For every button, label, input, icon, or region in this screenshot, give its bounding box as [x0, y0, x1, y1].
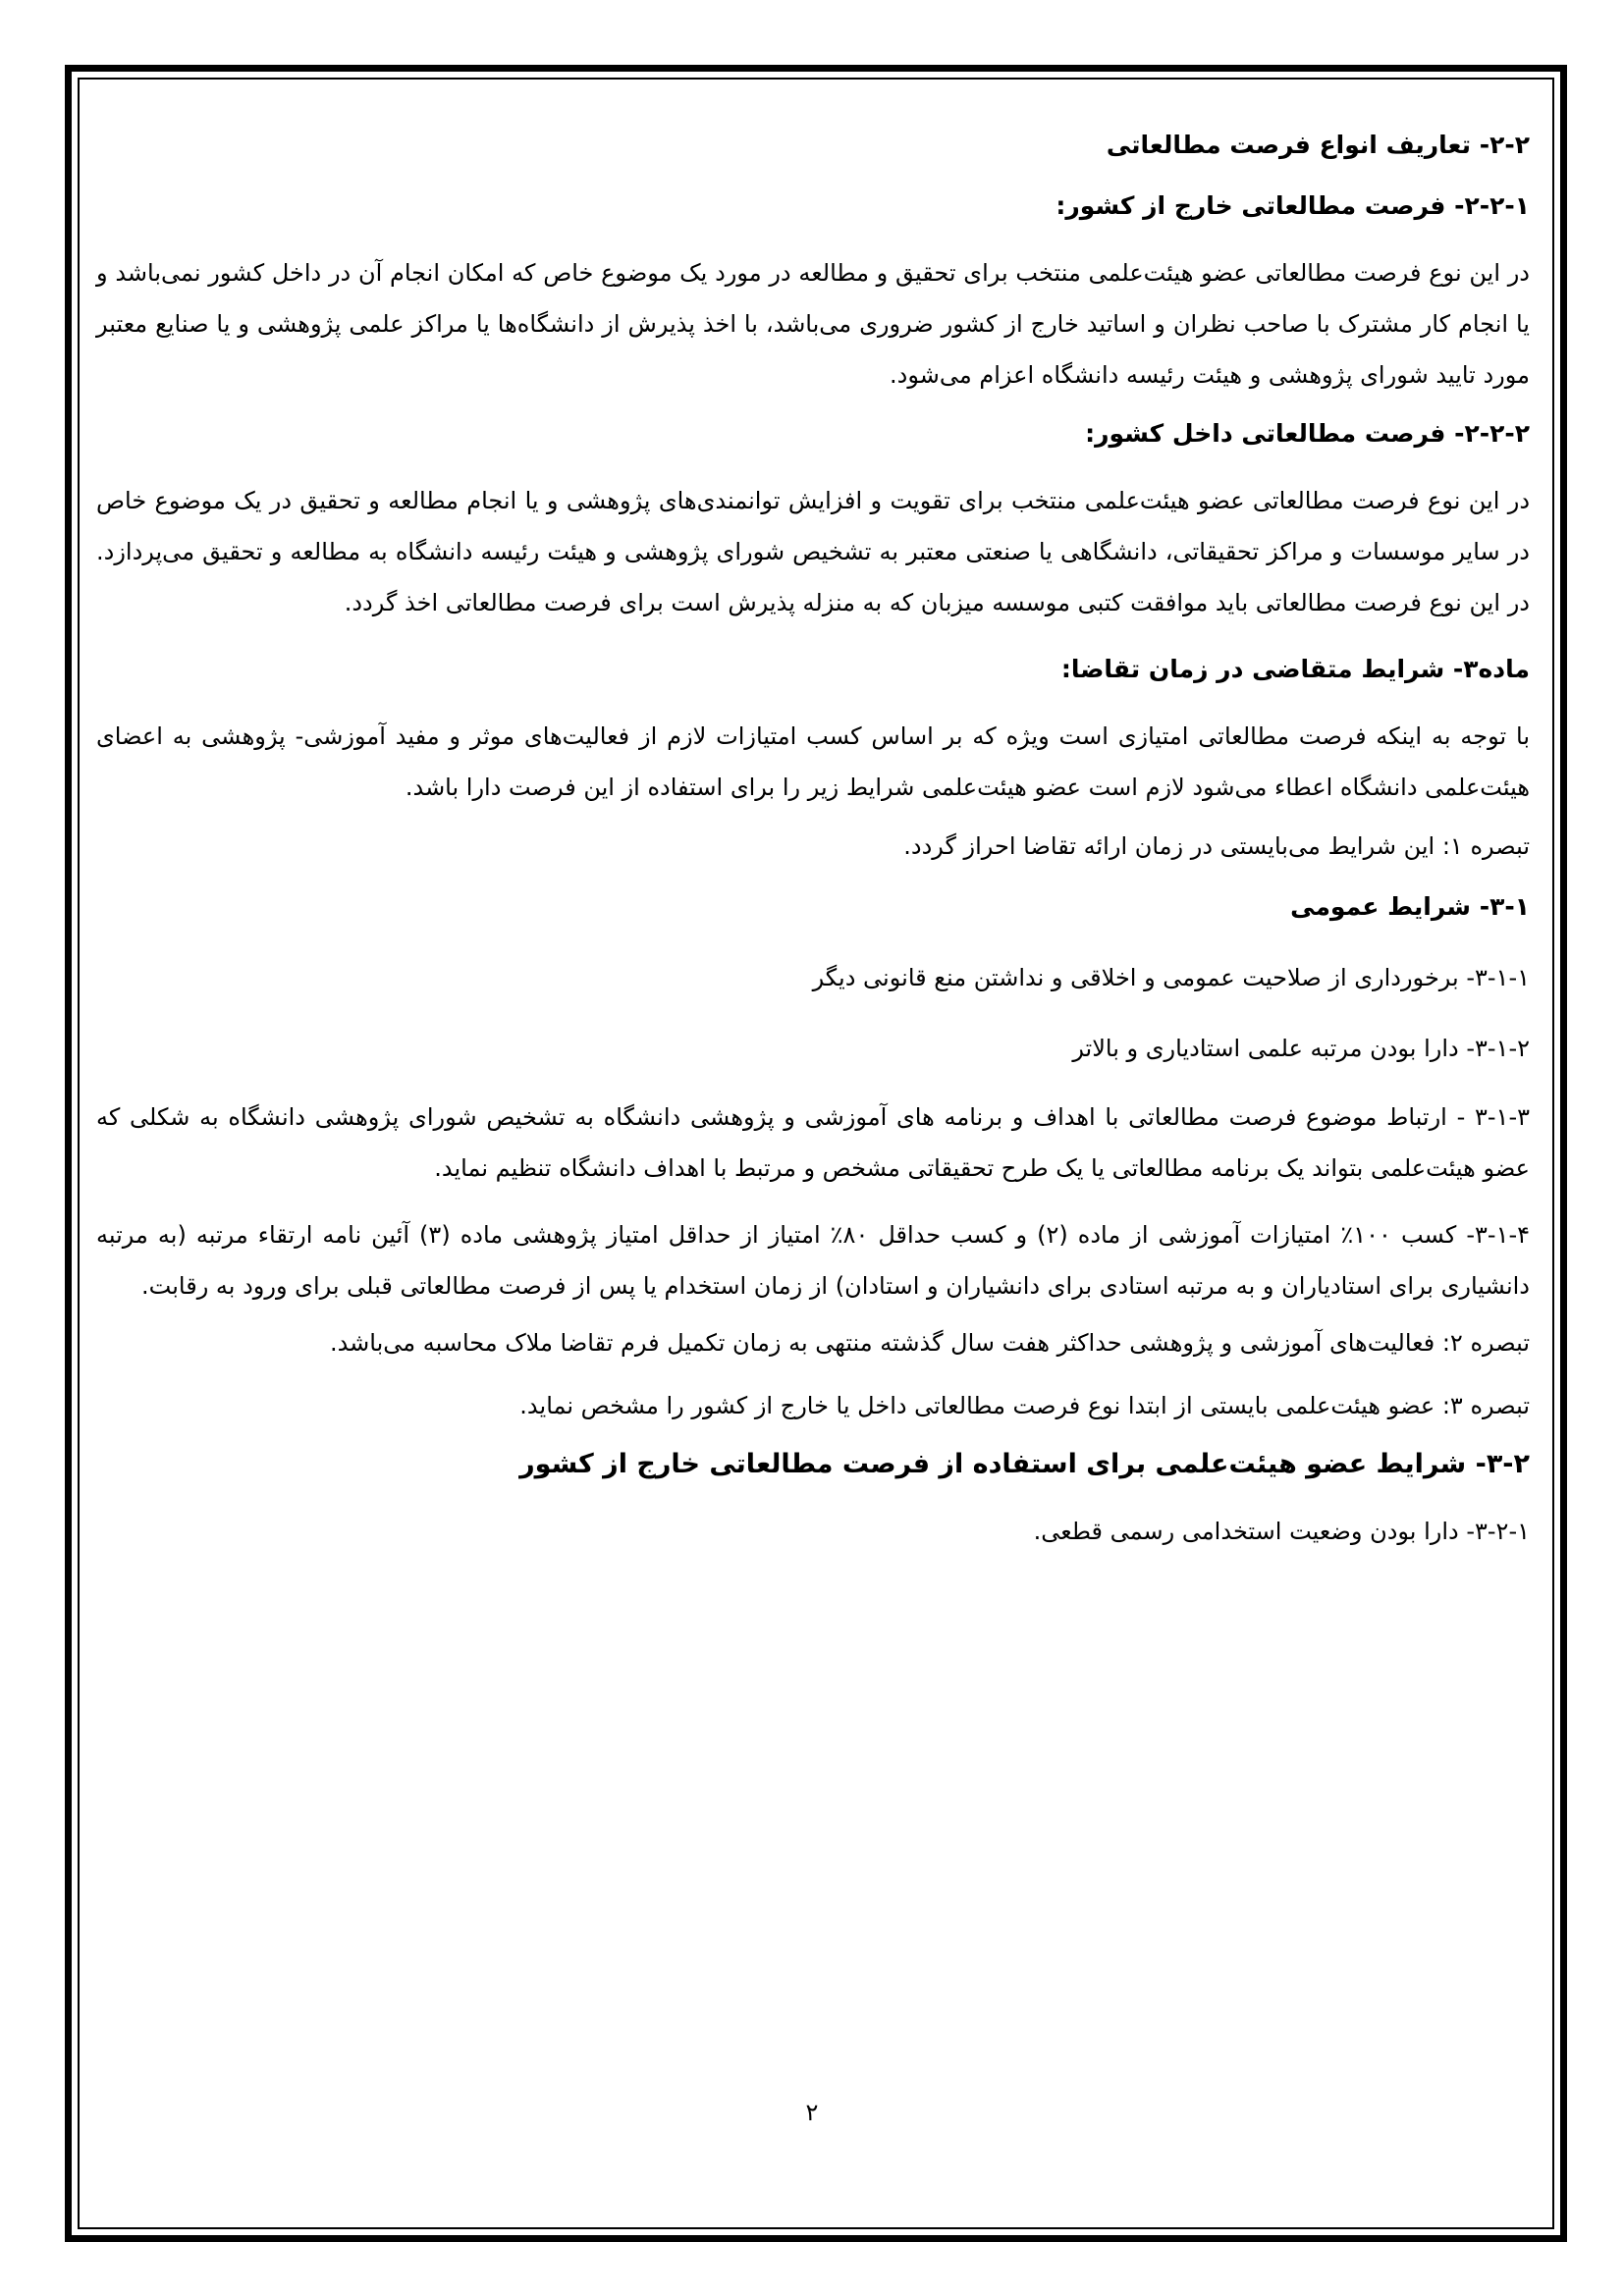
note-1: تبصره ۱: این شرایط می‌بایستی در زمان ارائه تقاضا احراز گردد. [903, 832, 1530, 860]
section-2-2-heading: ۲-۲- تعاریف انواع فرصت مطالعاتی [1106, 131, 1530, 159]
page-number: ۲ [805, 2099, 819, 2126]
article-3-heading: ماده۳- شرایط متقاضی در زمان تقاضا: [1060, 655, 1530, 683]
article-3-paragraph: با توجه به اینکه فرصت مطالعاتی امتیازی است ویژه که بر اساس کسب امتیازات لازم از فعالیت‌های موثر و مفید آموزشی- پژوهشی به اعضای هیئت‌علمی دانشگاه اعطاء می‌شود لازم است عضو هیئت‌علمی شرایط زیر را برای استفاده از این فرصت دارا باشد. [96, 722, 1530, 801]
item-3-1-4: ۳-۱-۴- کسب ۱۰۰٪ امتیازات آموزشی از ماده (۲) و کسب حداقل ۸۰٪ امتیاز از حداقل امتیاز پژوهشی ماده (۳) آئین نامه ارتقاء مرتبه (به مرتبه دانشیاری برای استادیاران و به مرتبه استادی برای دانشیاران و استادان) از زمان استخدام یا پس از فرصت مطالعاتی قبلی برای ورود به رقابت. [96, 1221, 1531, 1300]
item-3-1-2: ۳-۱-۲- دارا بودن مرتبه علمی استادیاری و بالاتر [1072, 1035, 1530, 1062]
section-2-2-2-heading: ۲-۲-۲- فرصت مطالعاتی داخل کشور: [1085, 419, 1530, 448]
note-3: تبصره ۳: عضو هیئت‌علمی بایستی از ابتدا نوع فرصت مطالعاتی داخل یا خارج از کشور را مشخص نماید. [519, 1392, 1530, 1419]
item-3-1-3: ۳-۱-۳ - ارتباط موضوع فرصت مطالعاتی با اهداف و برنامه های آموزشی و پژوهشی دانشگاه به تشخیص شورای پژوهشی دانشگاه به شکلی که عضو هیئت‌علمی بتواند یک برنامه مطالعاتی یا یک طرح تحقیقاتی مشخص و مرتبط با اهداف دانشگاه تنظیم نماید. [96, 1103, 1530, 1182]
section-3-2-heading: ۳-۲- شرایط عضو هیئت‌علمی برای استفاده از فرصت مطالعاتی خارج از کشور [519, 1449, 1530, 1479]
note-2: تبصره ۲: فعالیت‌های آموزشی و پژوهشی حداکثر هفت سال گذشته منتهی به زمان تکمیل فرم تقاضا ملاک محاسبه می‌باشد. [329, 1329, 1530, 1357]
section-2-2-1-heading: ۲-۲-۱- فرصت مطالعاتی خارج از کشور: [1056, 191, 1530, 220]
item-3-1-1: ۳-۱-۱- برخورداری از صلاحیت عمومی و اخلاقی و نداشتن منع قانونی دیگر [812, 964, 1530, 991]
document-body [96, 126, 1530, 1551]
item-3-2-1: ۳-۲-۱- دارا بودن وضعیت استخدامی رسمی قطعی. [1033, 1518, 1530, 1545]
section-2-2-2-paragraph: در این نوع فرصت مطالعاتی عضو هیئت‌علمی منتخب برای تقویت و افزایش توانمندی‌های پژوهشی و یا انجام مطالعه و تحقیق در یک موضوع خاص در سایر موسسات و مراکز تحقیقاتی، دانشگاهی یا صنعتی معتبر به تشخیص شورای پژوهشی و هیئت رئیسه دانشگاه به مطالعه و تحقیق می‌پردازد. در این نوع فرصت مطالعاتی باید موافقت کتبی موسسه میزبان که به منزله پذیرش است برای فرصت مطالعاتی اخذ گردد. [96, 487, 1530, 616]
section-3-1-heading: ۳-۱- شرایط عمومی [1290, 892, 1530, 921]
section-2-2-1-paragraph: در این نوع فرصت مطالعاتی عضو هیئت‌علمی منتخب برای تحقیق و مطالعه در مورد یک موضوع خاص که امکان انجام آن در داخل کشور نمی‌باشد و یا انجام کار مشترک با صاحب نظران و اساتید خارج از کشور ضروری می‌باشد، با اخذ پذیرش از دانشگاه‌ها یا مراکز علمی پژوهشی و یا صنایع معتبر مورد تایید شورای پژوهشی و هیئت رئیسه دانشگاه اعزام می‌شود. [96, 259, 1530, 389]
